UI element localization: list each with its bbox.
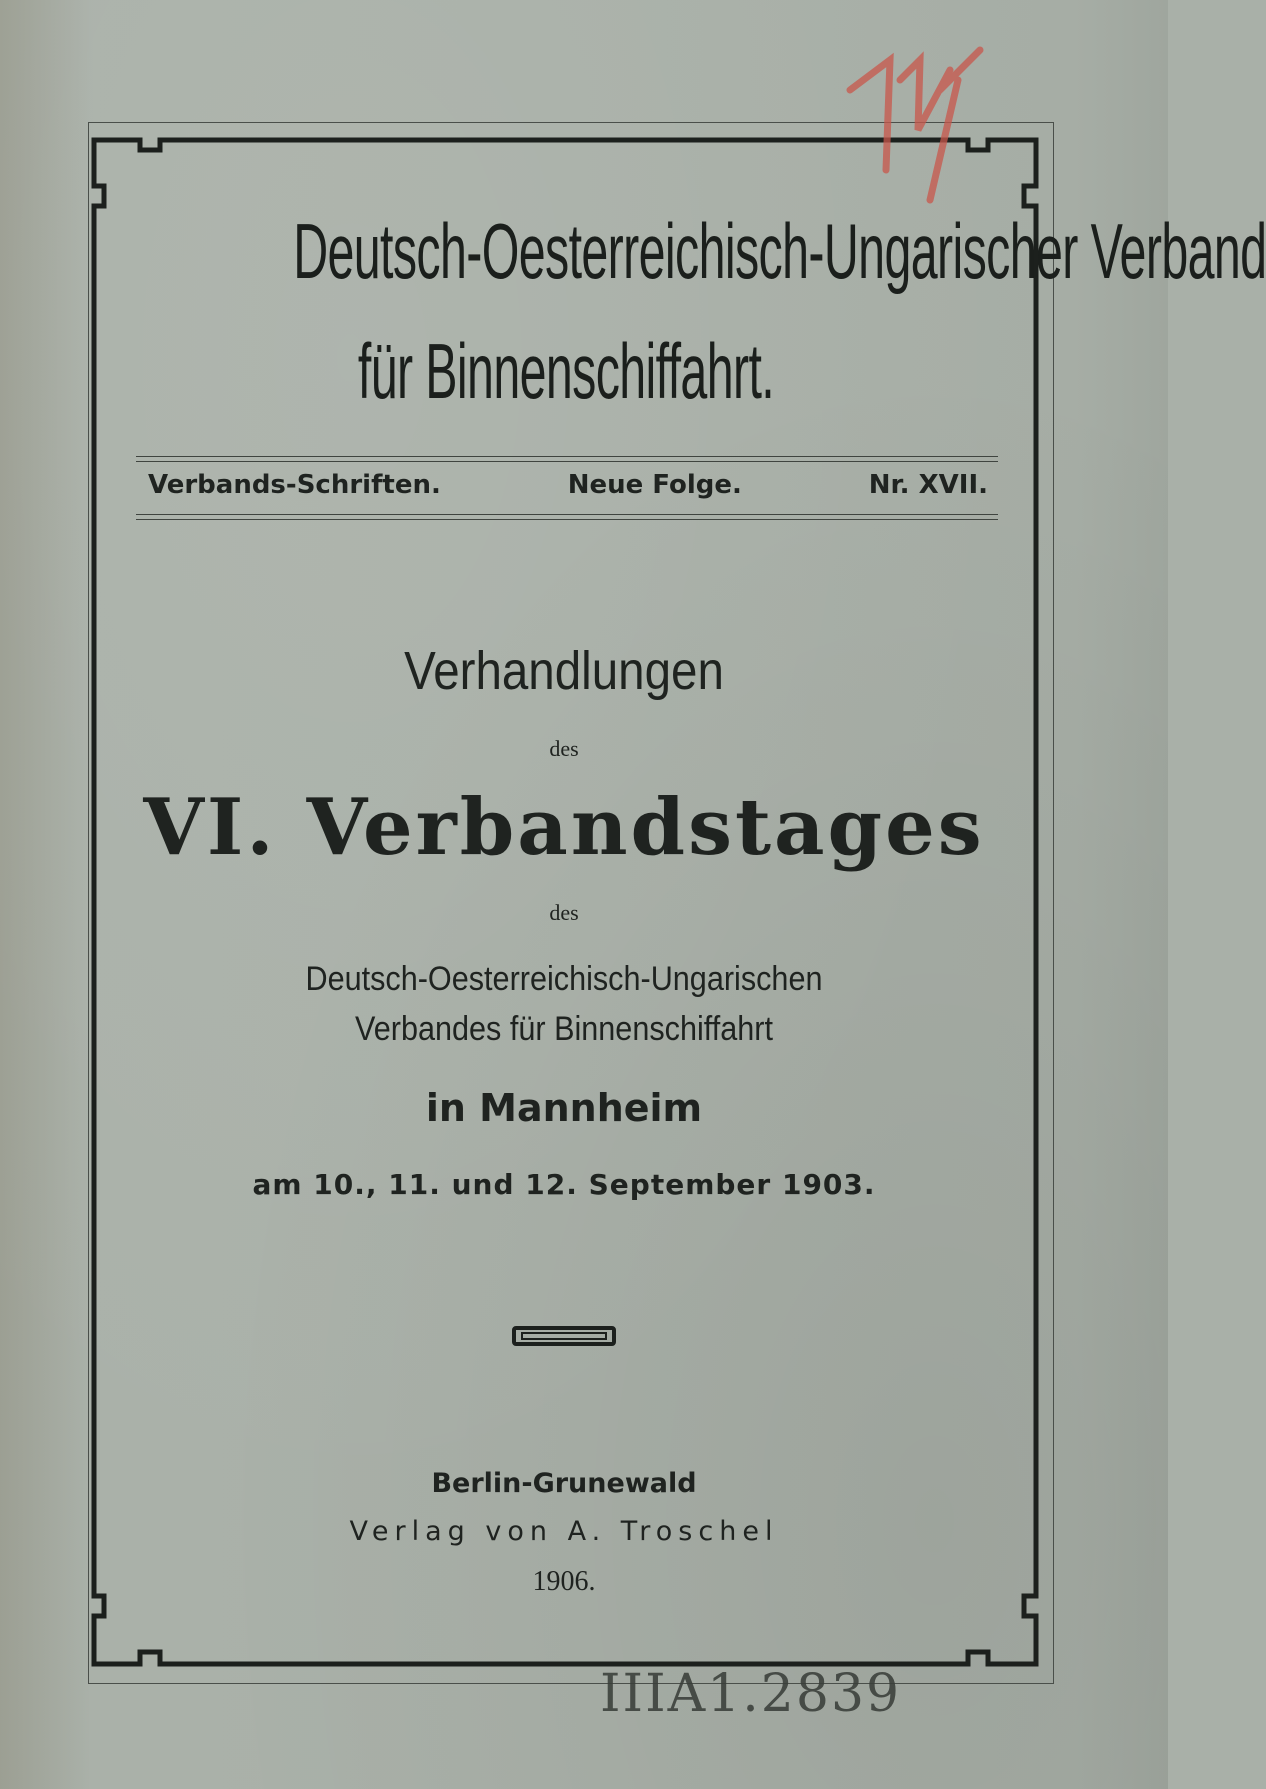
ornament-icon <box>512 1322 616 1350</box>
series-number: Nr. XVII. <box>868 470 988 500</box>
series-name: Verbands-Schriften. <box>148 470 441 500</box>
series-row <box>148 470 988 500</box>
library-stamp: IIIA1.2839 <box>600 1664 902 1724</box>
association-name-line1: Deutsch-Oesterreichisch-Ungarischer Verband <box>293 207 1266 295</box>
meeting-dates: am 10., 11. und 12. September 1903. <box>252 1168 876 1201</box>
imprint-year: 1906. <box>532 1566 596 1597</box>
main-title: VI. Verbandstages <box>143 782 985 873</box>
series-edition: Neue Folge. <box>567 470 742 500</box>
imprint-publisher: Verlag von A. Troschel <box>349 1516 779 1547</box>
rule-top-2 <box>136 461 998 462</box>
meeting-location: in Mannheim <box>425 1086 703 1130</box>
title-des-2: des <box>549 900 579 925</box>
organization-line2: Verbandes für Binnenschiffahrt <box>355 1010 773 1048</box>
rule-bottom-2 <box>136 519 998 520</box>
rule-top-1 <box>136 456 998 457</box>
title-des-1: des <box>549 736 579 761</box>
pencil-mark-icon <box>840 20 1020 210</box>
rule-bottom-1 <box>136 514 998 515</box>
organization-line1: Deutsch-Oesterreichisch-Ungarischen <box>305 960 823 998</box>
imprint-place: Berlin-Grunewald <box>431 1468 697 1499</box>
title-intro: Verhandlungen <box>404 641 724 701</box>
association-name-line2: für Binnenschiffahrt. <box>357 327 775 415</box>
